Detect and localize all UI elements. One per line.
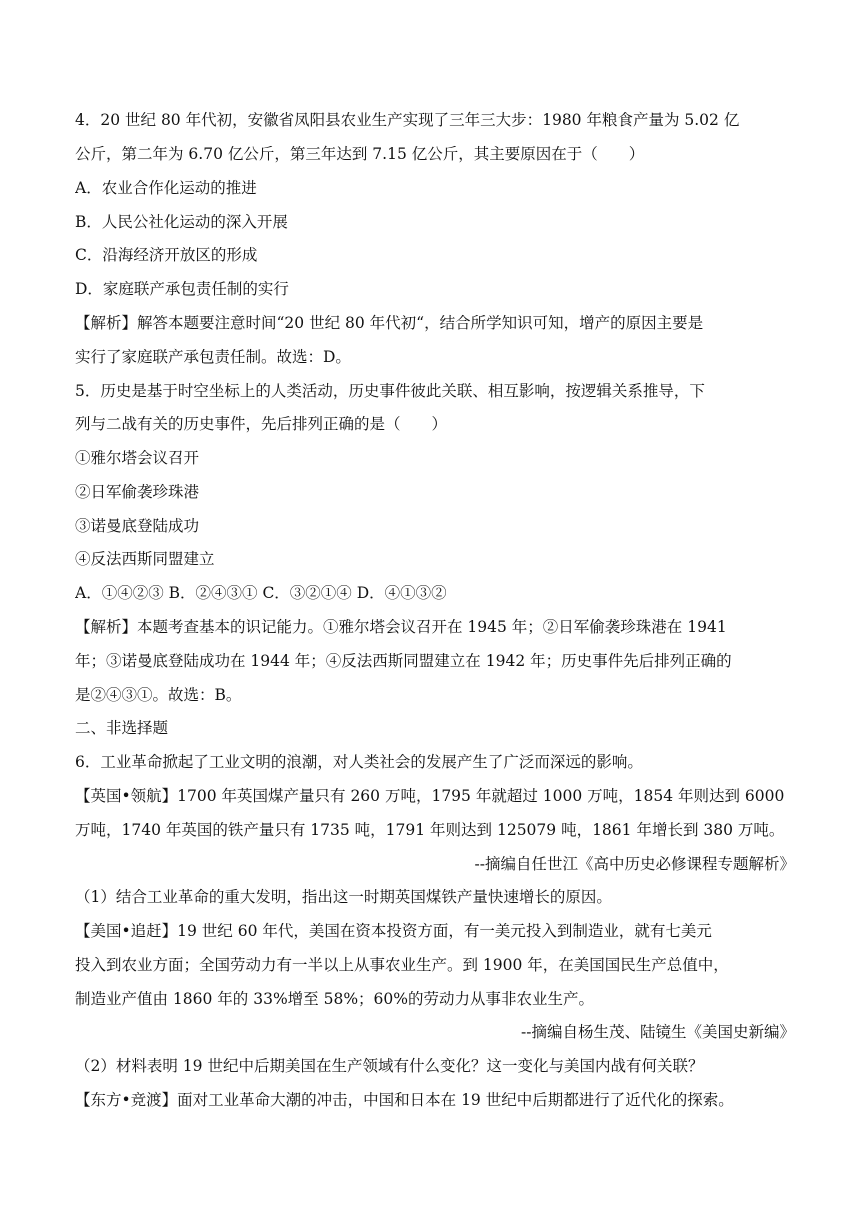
question-6-uk-material-line-1: 【英国•领航】1700 年英国煤产量只有 260 万吨，1795 年就超过 1000 万吨，1854 年则达到 6000 xyxy=(75,787,785,805)
question-6-uk-material-line-2: 万吨，1740 年英国的铁产量只有 1735 吨，1791 年则达到 125079 吨，1861 年增长到 380 万吨。 xyxy=(75,821,785,839)
question-6-east-material-line-1: 【东方•竞渡】面对工业革命大潮的冲击，中国和日本在 19 世纪中后期都进行了近代化的探索。 xyxy=(75,1091,734,1109)
question-6-subquestion-2: （2）材料表明 19 世纪中后期美国在生产领域有什么变化？这一变化与美国内战有何关联？ xyxy=(75,1057,704,1075)
question-5-item-2: ②日军偷袭珍珠港 xyxy=(75,483,200,501)
question-5-stem-line-1: 5．历史是基于时空坐标上的人类活动，历史事件彼此关联、相互影响，按逻辑关系推导，下 xyxy=(75,382,705,400)
question-5-analysis-line-1: 【解析】本题考查基本的识记能力。①雅尔塔会议召开在 1945 年；②日军偷袭珍珠港在 1941 xyxy=(75,618,727,636)
question-4-option-b: B．人民公社化运动的深入开展 xyxy=(75,213,288,231)
question-4-stem-line-2: 公斤，第二年为 6.70 亿公斤，第三年达到 7.15 亿公斤，其主要原因在于（ ） xyxy=(75,145,645,163)
question-6-uk-source: --摘编自任世江《高中历史必修课程专题解析》 xyxy=(474,855,795,873)
question-5-analysis-line-3: 是②④③①。故选：B。 xyxy=(75,686,242,704)
question-6-us-material-line-3: 制造业产值由 1860 年的 33%增至 58%；60%的劳动力从事非农业生产。 xyxy=(75,990,595,1008)
question-5-item-1: ①雅尔塔会议召开 xyxy=(75,449,200,467)
question-5-stem-line-2: 列与二战有关的历史事件，先后排列正确的是（ ） xyxy=(75,415,448,433)
question-5-analysis-line-2: 年；③诺曼底登陆成功在 1944 年；④反法西斯同盟建立在 1942 年；历史事件先后排列正确的 xyxy=(75,652,732,670)
question-6-intro: 6．工业革命掀起了工业文明的浪潮，对人类社会的发展产生了广泛而深远的影响。 xyxy=(75,753,643,771)
section-2-title: 二、非选择题 xyxy=(75,719,169,737)
question-4-analysis-line-1: 【解析】解答本题要注意时间“20 世纪 80 年代初“，结合所学知识可知，增产的原因主要是 xyxy=(75,314,704,332)
question-4-option-a: A．农业合作化运动的推进 xyxy=(75,179,257,197)
question-5-item-3: ③诺曼底登陆成功 xyxy=(75,517,200,535)
question-4-analysis-line-2: 实行了家庭联产承包责任制。故选：D。 xyxy=(75,348,351,366)
question-6-us-material-line-2: 投入到农业方面；全国劳动力有一半以上从事农业生产。到 1900 年，在美国国民生产总值中， xyxy=(75,956,729,974)
question-6-us-material-line-1: 【美国•追赶】19 世纪 60 年代，美国在资本投资方面，有一美元投入到制造业，就有七美元 xyxy=(75,922,712,940)
question-4-option-d: D．家庭联产承包责任制的实行 xyxy=(75,280,289,298)
question-4-option-c: C．沿海经济开放区的形成 xyxy=(75,246,258,264)
question-5-options: A．①④②③ B．②④③① C．③②①④ D．④①③② xyxy=(75,584,447,602)
question-6-us-source: --摘编自杨生茂、陆镜生《美国史新编》 xyxy=(521,1023,795,1041)
question-6-subquestion-1: （1）结合工业革命的重大发明，指出这一时期英国煤铁产量快速增长的原因。 xyxy=(75,888,612,906)
question-4-stem-line-1: 4．20 世纪 80 年代初，安徽省凤阳县农业生产实现了三年三大步：1980 年粮食产量为 5.02 亿 xyxy=(75,111,740,129)
question-5-item-4: ④反法西斯同盟建立 xyxy=(75,550,215,568)
